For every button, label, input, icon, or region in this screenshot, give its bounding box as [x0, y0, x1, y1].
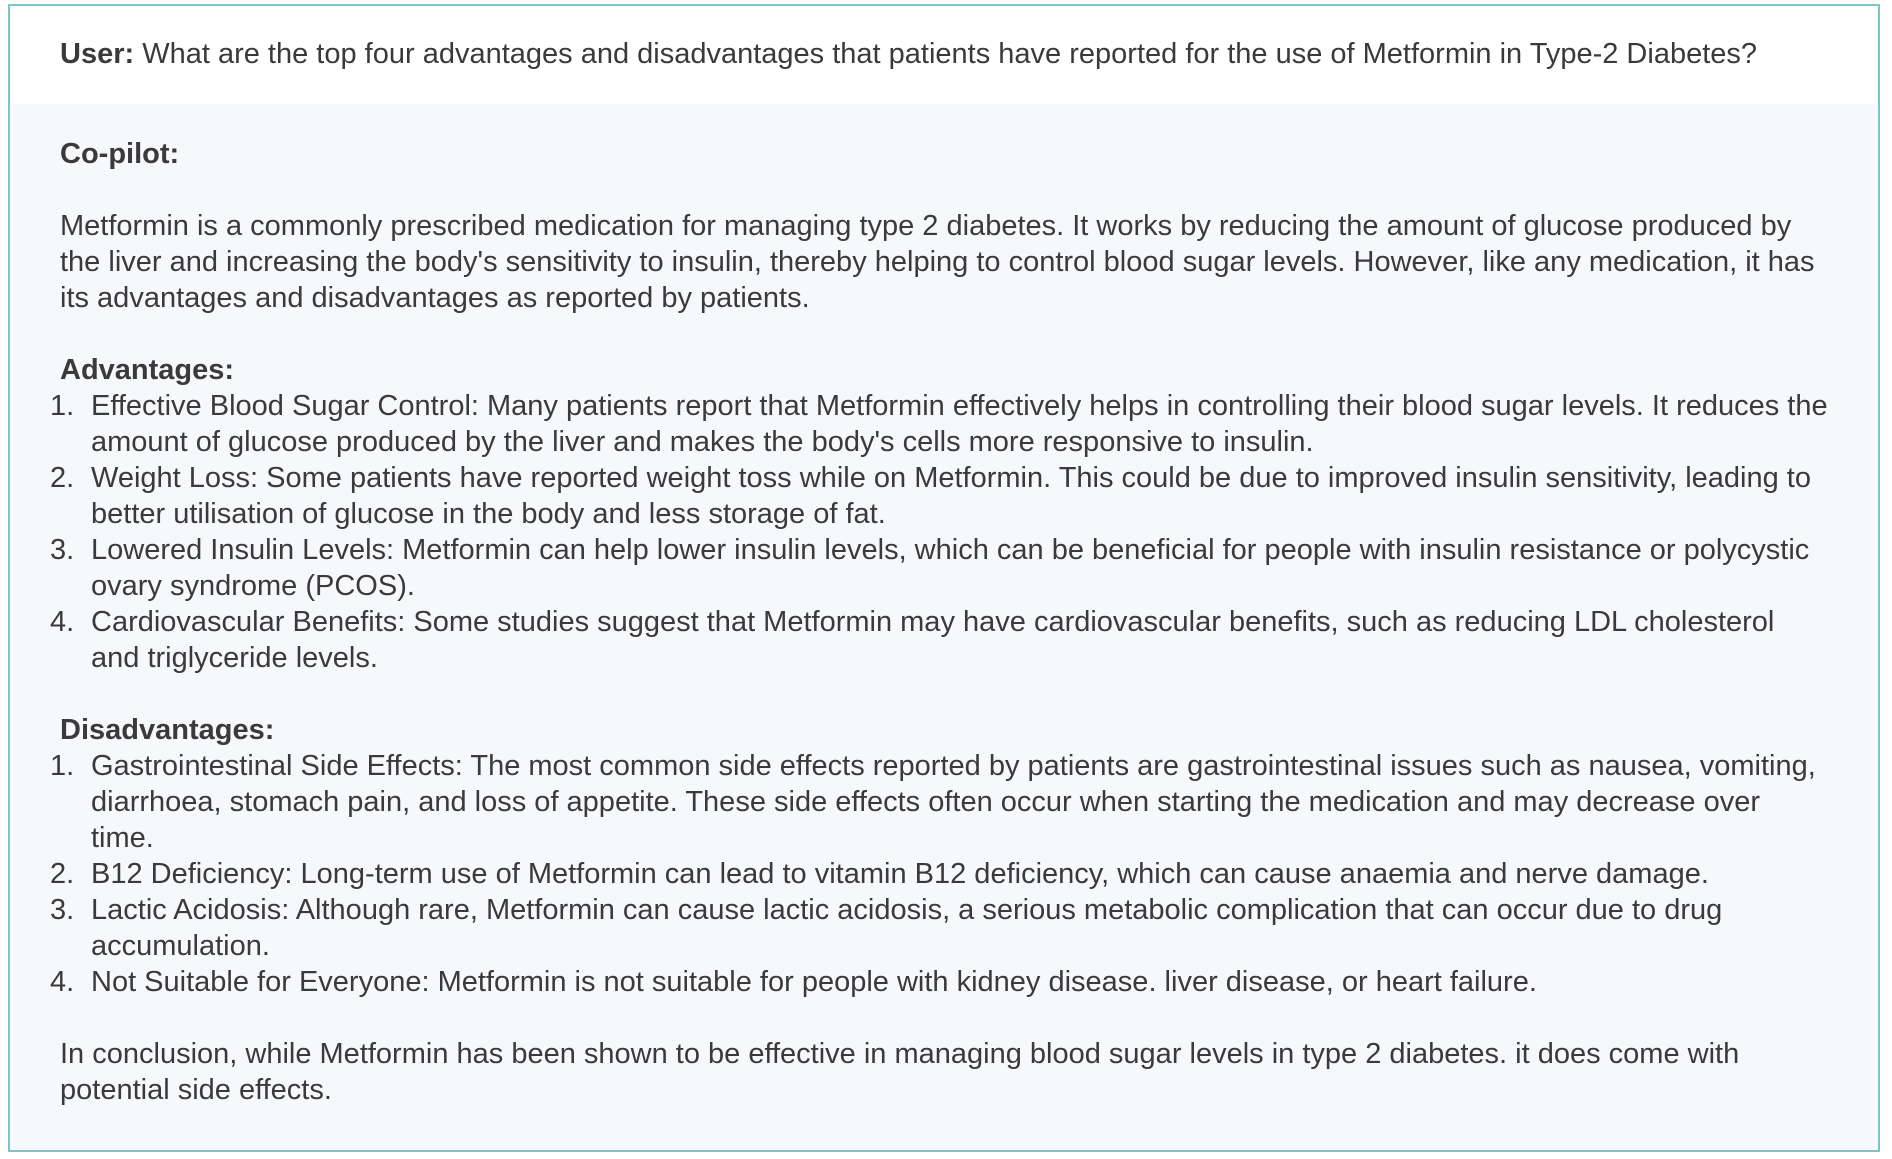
list-item-text: Gastrointestinal Side Effects: The most common side effects reported by patients are gastrointestinal issues such as nausea, vomiting, diarrhoea, stomach pain, and loss of appetite. These side effects often occur when starting the medication and may decrease over time. — [91, 750, 1816, 854]
user-message-text: What are the top four advantages and disadvantages that patients have reported for the use of Metformin in Type-2 Diabetes? — [142, 38, 1758, 70]
chat-transcript — [8, 4, 1880, 1152]
list-number: 2. — [50, 462, 75, 494]
list-item-text: Lactic Acidosis: Although rare, Metformin can cause lactic acidosis, a serious metabolic complication that can occur due to drug accumulation. — [91, 894, 1723, 962]
list-item — [50, 532, 1828, 604]
intro-paragraph: Metformin is a commonly prescribed medication for managing type 2 diabetes. It works by reducing the amount of glucose produced by the liver and increasing the body's sensitivity to insulin, thereby helping to control blood sugar levels. However, like any medication, it has its advantages and disadvantages as reported by patients. — [60, 210, 1815, 314]
list-number: 1. — [50, 390, 75, 422]
list-number: 3. — [50, 534, 75, 566]
list-item-text: B12 Deficiency: Long-term use of Metformin can lead to vitamin B12 deficiency, which can cause anaemia and nerve damage. — [91, 858, 1709, 890]
list-item — [50, 748, 1828, 856]
list-number: 3. — [50, 894, 75, 926]
list-number: 1. — [50, 750, 75, 782]
copilot-speaker-label: Co-pilot: — [60, 138, 180, 170]
list-number: 4. — [50, 966, 75, 998]
list-item — [50, 892, 1828, 964]
list-item-text: Lowered Insulin Levels: Metformin can help lower insulin levels, which can be beneficial for people with insulin resistance or polycystic ovary syndrome (PCOS). — [91, 534, 1810, 602]
copilot-response — [10, 104, 1878, 1108]
list-item-text: Weight Loss: Some patients have reported weight toss while on Metformin. This could be due to improved insulin sensitivity, leading to better utilisation of glucose in the body and less storage of fat. — [91, 462, 1811, 530]
disadvantages-list — [50, 748, 1828, 1000]
advantages-list — [50, 388, 1828, 676]
list-item — [50, 964, 1828, 1000]
advantages-heading: Advantages: — [60, 354, 235, 386]
list-item-text: Effective Blood Sugar Control: Many patients report that Metformin effectively helps in controlling their blood sugar levels. It reduces the amount of glucose produced by the liver and makes the body's cells more responsive to insulin. — [91, 390, 1828, 458]
conclusion-paragraph: In conclusion, while Metformin has been shown to be effective in managing blood sugar levels in type 2 diabetes. it does come with potential side effects. — [60, 1038, 1740, 1106]
user-speaker-label: User: — [60, 38, 135, 70]
list-item-text: Not Suitable for Everyone: Metformin is not suitable for people with kidney disease. liver disease, or heart failure. — [91, 966, 1537, 998]
disadvantages-heading: Disadvantages: — [60, 714, 275, 746]
list-item — [50, 604, 1828, 676]
user-message — [10, 6, 1878, 104]
list-item — [50, 856, 1828, 892]
list-item-text: Cardiovascular Benefits: Some studies suggest that Metformin may have cardiovascular benefits, such as reducing LDL cholesterol and triglyceride levels. — [91, 606, 1775, 674]
list-item — [50, 388, 1828, 460]
list-number: 2. — [50, 858, 75, 890]
list-number: 4. — [50, 606, 75, 638]
list-item — [50, 460, 1828, 532]
